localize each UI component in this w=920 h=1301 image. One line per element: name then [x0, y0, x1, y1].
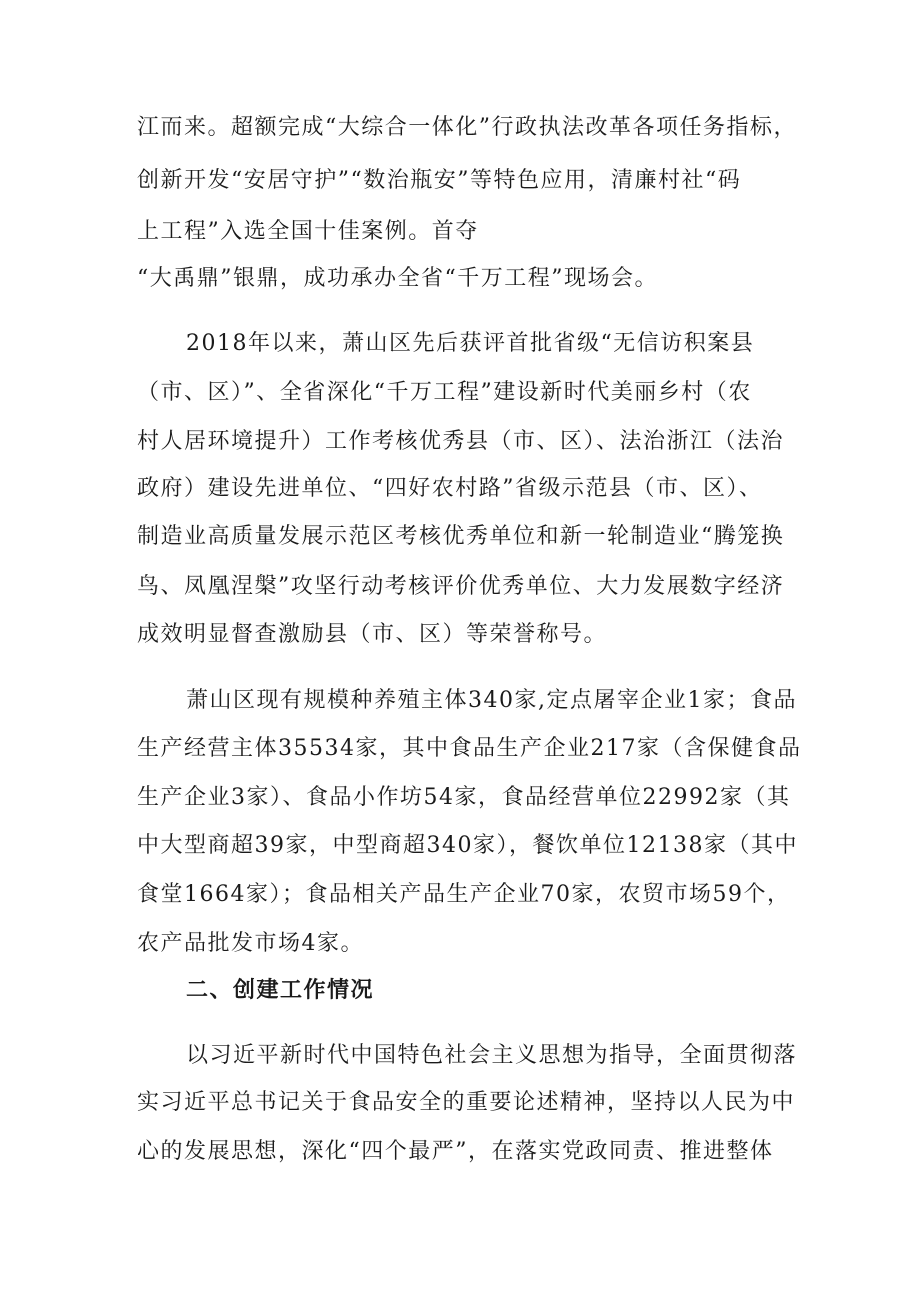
text-line: 生产企业3家）、食品小作坊54家，食品经营单位22992家（其: [137, 785, 791, 810]
text-line: 制造业高质量发展示范区考核优秀单位和新一轮制造业“腾笼换: [137, 524, 785, 549]
text-line: 农产品批发市场4家。: [137, 931, 364, 956]
text-line: 心的发展思想，深化“四个最严”，在落实党政同责、推进整体: [137, 1139, 774, 1164]
text-line: 生产经营主体35534家，其中食品生产企业217家（含保健食品: [137, 736, 802, 761]
text-line: 成效明显督查激励县（市、区）等荣誉称号。: [137, 622, 608, 647]
paragraph-first-line: 萧山区现有规模种养殖主体340家,定点屠宰企业1家；食品: [186, 688, 797, 713]
text-line: （市、区）”、全省深化“千万工程”建设新时代美丽乡村（农: [137, 380, 752, 405]
text-line: “大禹鼎”银鼎，成功承办全省“千万工程”现场会。: [137, 266, 658, 291]
text-line: 实习近平总书记关于食品安全的重要论述精神，坚持以人民为中: [137, 1090, 796, 1115]
paragraph-first-line: 以习近平新时代中国特色社会主义思想为指导，全面贯彻落: [186, 1043, 798, 1068]
section-heading: 二、创建工作情况: [186, 977, 375, 1003]
text-line: 江而来。超额完成“大综合一体化”行政执法改革各项任务指标，: [137, 115, 797, 140]
text-line: 上工程”入选全国十佳案例。首夺: [137, 219, 479, 244]
text-line: 食堂1664家）；食品相关产品生产企业70家，农贸市场59个，: [137, 882, 791, 907]
paragraph-first-line: 2018年以来，萧山区先后获评首批省级“无信访积案县: [186, 331, 755, 356]
text-line: 创新开发“安居守护”“数治瓶安”等特色应用，清廉村社“码: [137, 168, 742, 193]
text-line: 中大型商超39家，中型商超340家），餐饮单位12138家（其中: [137, 833, 798, 858]
text-line: 政府）建设先进单位、“四好农村路”省级示范县（市、区）、: [137, 476, 763, 501]
text-line: 鸟、凤凰涅槃”攻坚行动考核评价优秀单位、大力发展数字经济: [137, 574, 785, 599]
text-line: 村人居环境提升）工作考核优秀县（市、区）、法治浙江（法治: [137, 429, 785, 454]
